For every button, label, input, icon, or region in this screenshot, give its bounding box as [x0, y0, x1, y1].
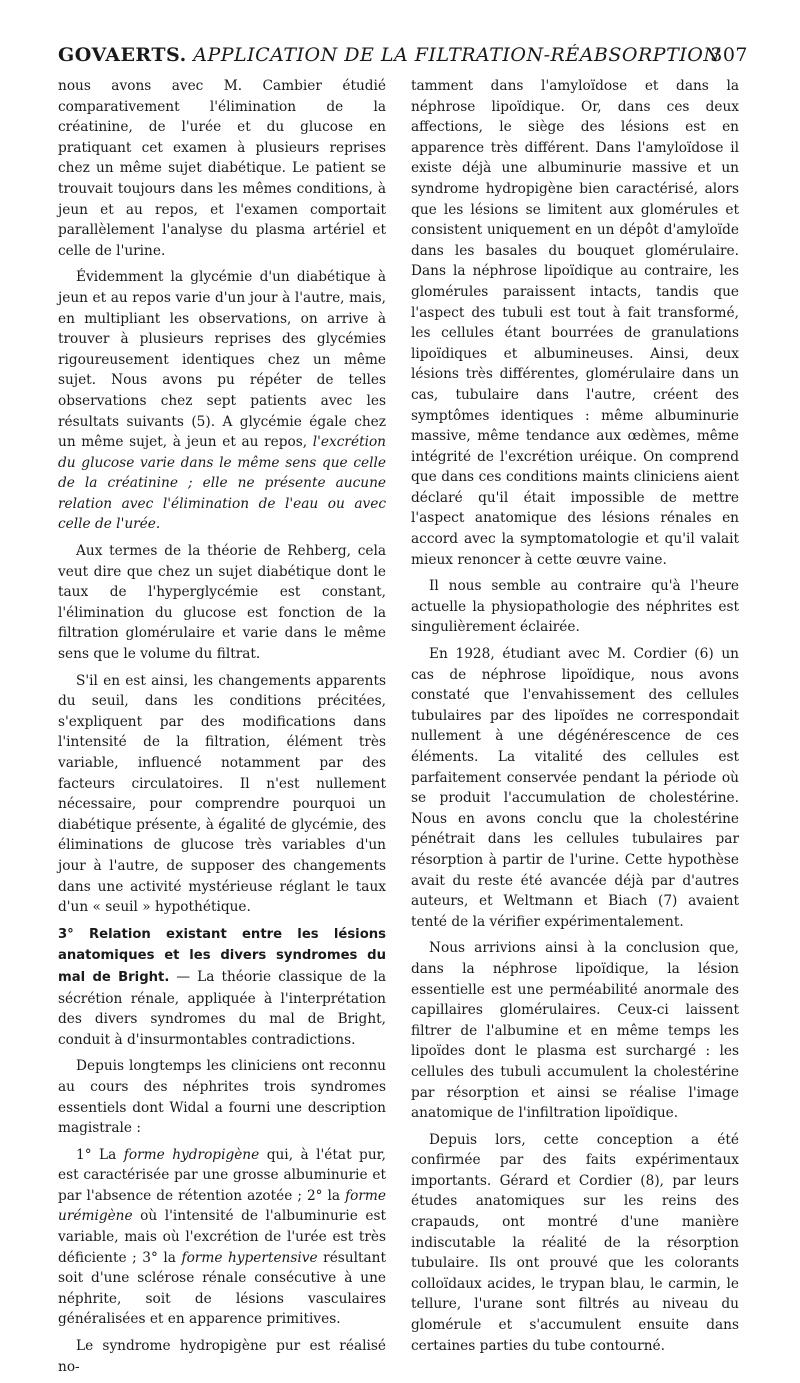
- paragraph: [58, 267, 386, 535]
- paragraph: Il nous semble au contraire qu'à l'heure actuelle la physiopathologie des néphrites est singulièrement éclairée.: [411, 578, 739, 636]
- paragraph: Le syndrome hydropigène pur est réalisé no-: [58, 1338, 386, 1375]
- paragraph: [58, 1145, 386, 1330]
- paragraph-text: 1° La: [76, 1146, 117, 1163]
- paragraph-text: — La théorie classique de la sécrétion rénale, appliquée à l'interprétation des divers syndromes du mal de Bright, conduit à d'insurmontables contradictions.: [58, 968, 387, 1048]
- section-heading: 3° Relation existant entre les lésions anatomiques et les divers syndromes du mal de Bright.: [58, 926, 386, 985]
- page-number: 307: [710, 44, 748, 66]
- paragraph: Nous arrivions ainsi à la conclusion que, dans la néphrose lipoïdique, la lésion essentielle est une perméabilité anormale des capillaires glomérulaires. Ceux-ci laissent filtrer de l'albumine et en même temps les lipoïdes dont le plasma est surchargé : les cellules des tubuli accumulent la cholestérine par résorption et ainsi se réalise l'image anatomique de l'infiltration lipoïdique.: [411, 940, 739, 1122]
- paragraph-text: qui, à l'état pur, est caractérisée par une grosse albuminurie et par l'absence de rétention azotée ; 2° la: [58, 1146, 387, 1204]
- left-column: [58, 76, 386, 1383]
- running-header: [58, 44, 748, 70]
- paragraph: En 1928, étudiant avec M. Cordier (6) un cas de néphrose lipoïdique, nous avons constaté que l'envahissement des cellules tubulaires par des lipoïdes ne correspondait nullement à une dégénérescence de ces éléments. La vitalité des cellules est parfaitement conservée pendant la période où se produit l'accumulation de cholestérine. Nous en avons conclu que la cholestérine pénétrait dans les cellules tubulaires par résorption à partir de l'urine. Cette hypothèse avait du reste été avancée déjà par d'autres auteurs, et Weltmann et Biach (7) avaient tenté de la vérifier expérimentalement.: [411, 646, 739, 930]
- paragraph-italic: l'excrétion du glucose varie dans le même sens que celle de la créatinine ; elle ne présente aucune relation avec l'élimination de l'eau ou avec celle de l'urée.: [58, 434, 386, 533]
- term-italic: forme urémigène: [58, 1187, 386, 1225]
- section-paragraph: [58, 924, 386, 1051]
- paragraph: Depuis longtemps les cliniciens ont reconnu au cours des néphrites trois syndromes essentiels dont Widal a fourni une description magistrale :: [58, 1058, 386, 1137]
- header-title: APPLICATION DE LA FILTRATION-RÉABSORPTION: [193, 44, 721, 66]
- header-author: GOVAERTS.: [58, 44, 187, 66]
- paragraph: Aux termes de la théorie de Rehberg, cela veut dire que chez un sujet diabétique dont le taux de l'hyperglycémie est constant, l'élimination du glucose est fonction de la filtration glomérulaire et varie dans le même sens que le volume du filtrat.: [58, 543, 386, 663]
- paragraph: Depuis lors, cette conception a été confirmée par des faits expérimentaux importants. Gérard et Cordier (8), par leurs études anatomiques sur les reins des crapauds, ont montré d'une manière indiscutable la réalité de la résorption tubulaire. Ils ont prouvé que les colorants colloïdaux acides, le trypan blau, le carmin, le tellure, l'urane sont filtrés au niveau du glomérule et s'accumulent ensuite dans certaines parties du tube contourné.: [411, 1131, 739, 1354]
- paragraph: tamment dans l'amyloïdose et dans la néphrose lipoïdique. Or, dans ces deux affections, le siège des lésions est en apparence très différent. Dans l'amyloïdose il existe déjà une albuminurie massive et un syndrome hydropigène bien caractérisé, alors que les lésions se limitent aux glomérules et consistent uniquement en un dépôt d'amyloïde dans les basales du bouquet glomérulaire. Dans la néphrose lipoïdique au contraire, les glomérules paraissent intacts, tandis que l'aspect des tubuli est tout à fait transformé, les cellules étant bourrées de granulations lipoïdiques et albumineuses. Ainsi, deux lésions très différentes, glomérulaire dans un cas, tubulaire dans l'autre, créent des symptômes identiques : même albuminurie massive, même tendance aux œdèmes, même intégrité de l'excrétion uréique. On comprend que dans ces conditions maints cliniciens aient déclaré qu'il était impossible de mettre l'aspect anatomique des lésions rénales en accord avec la symptomatologie et qu'il valait mieux renoncer à cette œuvre vaine.: [411, 78, 739, 568]
- paragraph-text: résultant soit d'une sclérose rénale consécutive à une néphrite, soit de lésions vasculaires généralisées et en apparence primitives.: [58, 1249, 386, 1328]
- term-italic: forme hydropigène: [123, 1146, 260, 1163]
- paragraph-text: Évidemment la glycémie d'un diabétique à jeun et au repos varie d'un jour à l'autre, mais, en multipliant les observations, on arrive à trouver à plusieurs reprises des glycémies rigoureusement identiques chez un même sujet. Nous avons pu répéter de telles observations chez sept patients avec les résultats suivants (5). A glycémie égale chez un même sujet, à jeun et au repos,: [58, 269, 386, 451]
- right-column: [411, 76, 739, 1362]
- paragraph: S'il en est ainsi, les changements apparents du seuil, dans les conditions précitées, s'expliquent par des modifications dans l'intensité de la filtration, élément très variable, influencé notamment par des facteurs circulatoires. Il n'est nullement nécessaire, pour comprendre pourquoi un diabétique présente, à égalité de glycémie, des éliminations de glucose très variables d'un jour à l'autre, de supposer des changements dans une activité mystérieuse réglant le taux d'un « seuil » hypothétique.: [58, 672, 386, 916]
- paragraph-text: où l'intensité de l'albuminurie est variable, mais où l'excrétion de l'urée est très déficiente ; 3° la: [58, 1208, 386, 1266]
- term-italic: forme hypertensive: [181, 1249, 318, 1266]
- paragraph: nous avons avec M. Cambier étudié comparativement l'élimination de la créatinine, de l'urée et du glucose en pratiquant cet examen à plusieurs reprises chez un même sujet diabétique. Le patient se trouvait toujours dans les mêmes conditions, à jeun et au repos, et l'examen comportait parallèlement l'analyse du plasma artériel et celle de l'urine.: [58, 78, 386, 259]
